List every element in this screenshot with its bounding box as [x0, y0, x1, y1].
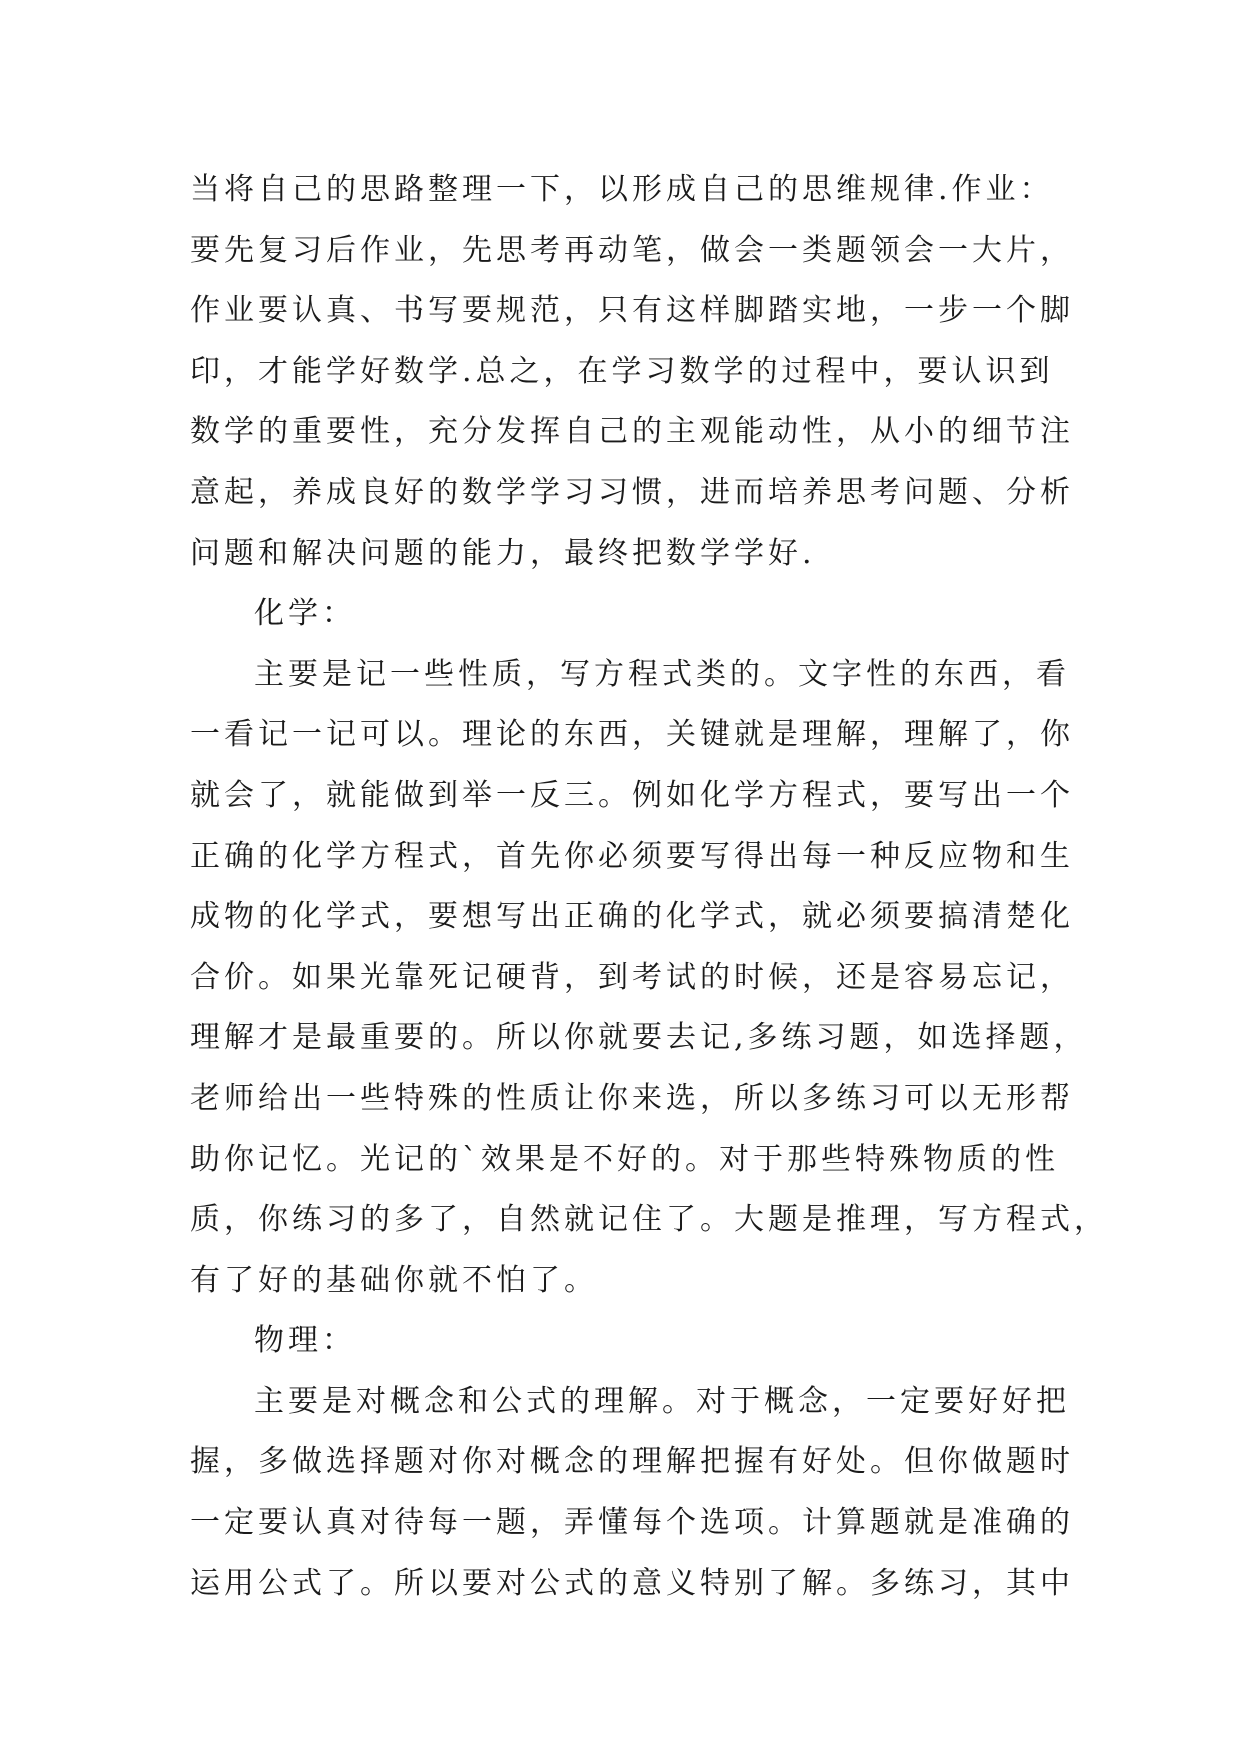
text-line: 老师给出一些特殊的性质让你来选，所以多练习可以无形帮 — [190, 1080, 1074, 1116]
paragraph-start: 主要是记一些性质，写方程式类的。文字性的东西，看 — [254, 656, 1070, 692]
text-line: 理解才是最重要的。所以你就要去记,多练习题，如选择题， — [190, 1020, 1088, 1056]
text-line: 助你记忆。光记的`效果是不好的。对于那些特殊物质的性 — [190, 1141, 1059, 1177]
text-line: 合价。如果光靠死记硬背，到考试的时候，还是容易忘记， — [190, 959, 1074, 995]
text-line: 一定要认真对待每一题，弄懂每个选项。计算题就是准确的 — [190, 1505, 1074, 1541]
text-line: 就会了，就能做到举一反三。例如化学方程式，要写出一个 — [190, 777, 1074, 813]
text-line: 印，才能学好数学.总之，在学习数学的过程中，要认识到 — [190, 353, 1054, 389]
text-line: 数学的重要性，充分发挥自己的主观能动性，从小的细节注 — [190, 414, 1074, 450]
section-heading-chemistry: 化学： — [254, 596, 356, 632]
paragraph-start: 主要是对概念和公式的理解。对于概念，一定要好好把 — [254, 1383, 1070, 1419]
text-line: 握，多做选择题对你对概念的理解把握有好处。但你做题时 — [190, 1444, 1074, 1480]
text-line: 有了好的基础你就不怕了。 — [190, 1262, 598, 1298]
text-line: 运用公式了。所以要对公式的意义特别了解。多练习，其中 — [190, 1565, 1074, 1601]
text-line: 意起，养成良好的数学学习习惯，进而培养思考问题、分析 — [190, 474, 1074, 510]
text-line: 当将自己的思路整理一下，以形成自己的思维规律.作业： — [190, 172, 1054, 207]
section-heading-physics: 物理： — [254, 1323, 356, 1359]
text-line: 要先复习后作业，先思考再动笔，做会一类题领会一大片， — [190, 232, 1074, 268]
text-line: 作业要认真、书写要规范，只有这样脚踏实地，一步一个脚 — [190, 293, 1074, 329]
text-line: 成物的化学式，要想写出正确的化学式，就必须要搞清楚化 — [190, 899, 1074, 935]
text-line: 一看记一记可以。理论的东西，关键就是理解，理解了，你 — [190, 717, 1074, 753]
document-body — [190, 160, 1108, 1614]
text-line: 正确的化学方程式，首先你必须要写得出每一种反应物和生 — [190, 838, 1074, 874]
text-line: 问题和解决问题的能力，最终把数学学好. — [190, 535, 816, 571]
text-line: 质，你练习的多了，自然就记住了。大题是推理，写方程式， — [190, 1202, 1108, 1238]
